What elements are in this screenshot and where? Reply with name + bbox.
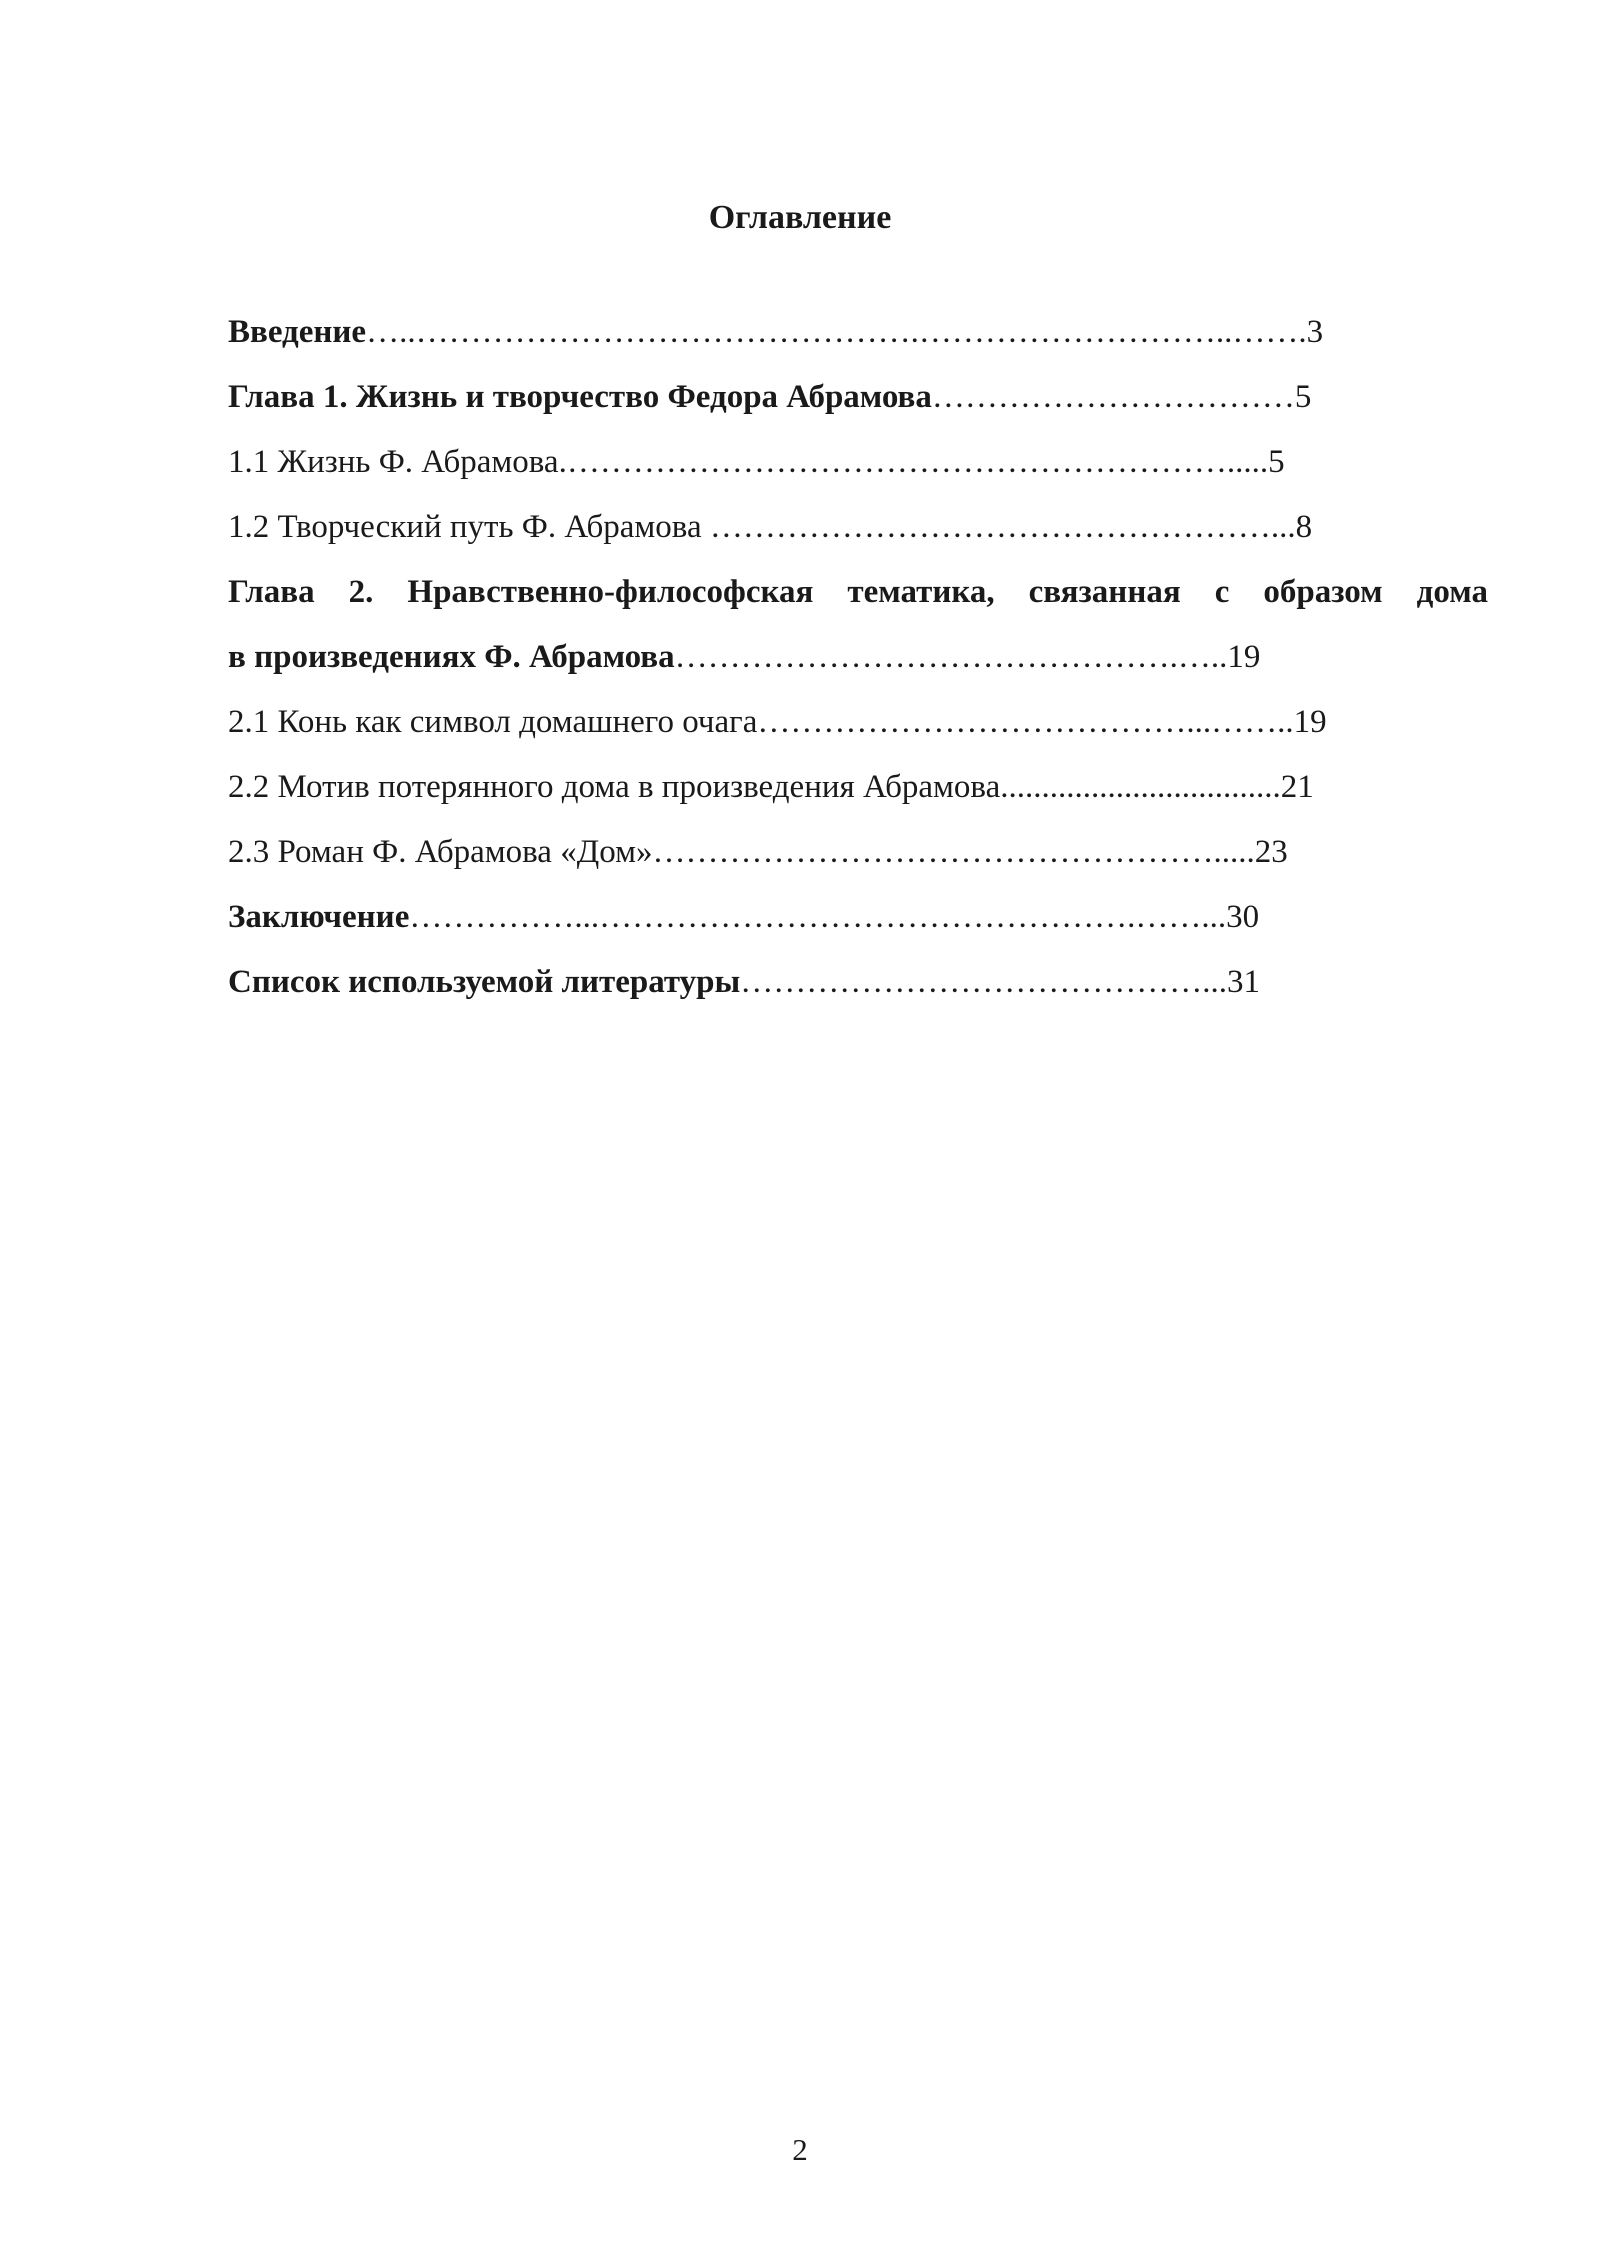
toc-entry-title: в произведениях Ф. Абрамова <box>228 639 675 675</box>
toc-entry-title: 2.3 Роман Ф. Абрамова «Дом» <box>228 834 653 870</box>
toc-entry-section-2-1[interactable] <box>228 690 1488 755</box>
toc-page-number: 19 <box>1293 704 1327 740</box>
toc-entry-title: 1.2 Творческий путь Ф. Абрамова <box>228 509 702 545</box>
toc-page-number: 30 <box>1226 899 1260 935</box>
toc-page-number: 3 <box>1306 314 1324 350</box>
toc-title: Оглавление <box>708 199 892 236</box>
toc-dot-leader: .................................. <box>1000 769 1281 805</box>
toc-entry-title: 2.1 Конь как символ домашнего очага <box>228 704 758 740</box>
toc-dot-leader: ……………………………………………... <box>701 509 1296 545</box>
toc-entry-section-1-1[interactable] <box>228 430 1488 495</box>
toc-dot-leader: ……………………………………... <box>740 964 1228 1000</box>
toc-dot-leader: ……………...………………………………………….……... <box>409 899 1227 935</box>
toc-page-number: 23 <box>1254 834 1288 870</box>
page-number: 2 <box>792 2132 808 2167</box>
toc-entry-chapter-2[interactable] <box>228 560 1488 690</box>
toc-dot-leader: .……………………………………………………..... <box>558 444 1269 480</box>
toc-entry-introduction[interactable] <box>228 300 1488 365</box>
toc-entry-conclusion[interactable] <box>228 885 1488 950</box>
toc-page-number: 19 <box>1227 639 1261 675</box>
toc-entry-title-line-2 <box>228 625 1488 690</box>
toc-entry-title: Список используемой литературы <box>228 964 741 1000</box>
table-of-contents <box>228 300 1488 1015</box>
toc-entry-bibliography[interactable] <box>228 950 1488 1015</box>
toc-dot-leader: ……………………………………………..... <box>652 834 1255 870</box>
toc-dot-leader: …………………………… <box>931 379 1295 415</box>
toc-page-number: 5 <box>1294 379 1312 415</box>
toc-entry-title: 2.2 Мотив потерянного дома в произведения Абрамова <box>228 769 1001 805</box>
toc-entry-section-1-2[interactable] <box>228 495 1488 560</box>
toc-page-number: 21 <box>1280 769 1314 805</box>
toc-page-number: 5 <box>1268 444 1285 480</box>
toc-entry-chapter-1[interactable] <box>228 365 1488 430</box>
toc-dot-leader: ……………………………………….….. <box>674 639 1228 675</box>
toc-entry-section-2-3[interactable] <box>228 820 1488 885</box>
toc-page-number: 31 <box>1227 964 1261 1000</box>
toc-entry-title: 1.1 Жизнь Ф. Абрамова <box>228 444 559 480</box>
toc-dot-leader: …..……………………………………….………………………..……. <box>366 314 1307 350</box>
toc-entry-title: Введение <box>228 314 367 350</box>
toc-dot-leader: …………………………………...…….. <box>757 704 1294 740</box>
toc-entry-title: Заключение <box>228 899 410 935</box>
toc-entry-section-2-2[interactable] <box>228 755 1488 820</box>
toc-entry-title-line-1: Глава 2. Нравственно-философская тематика, связанная с образом дома <box>228 574 1488 610</box>
toc-page-number: 8 <box>1295 509 1313 545</box>
toc-entry-title: Глава 1. Жизнь и творчество Федора Абрамова <box>228 379 932 415</box>
